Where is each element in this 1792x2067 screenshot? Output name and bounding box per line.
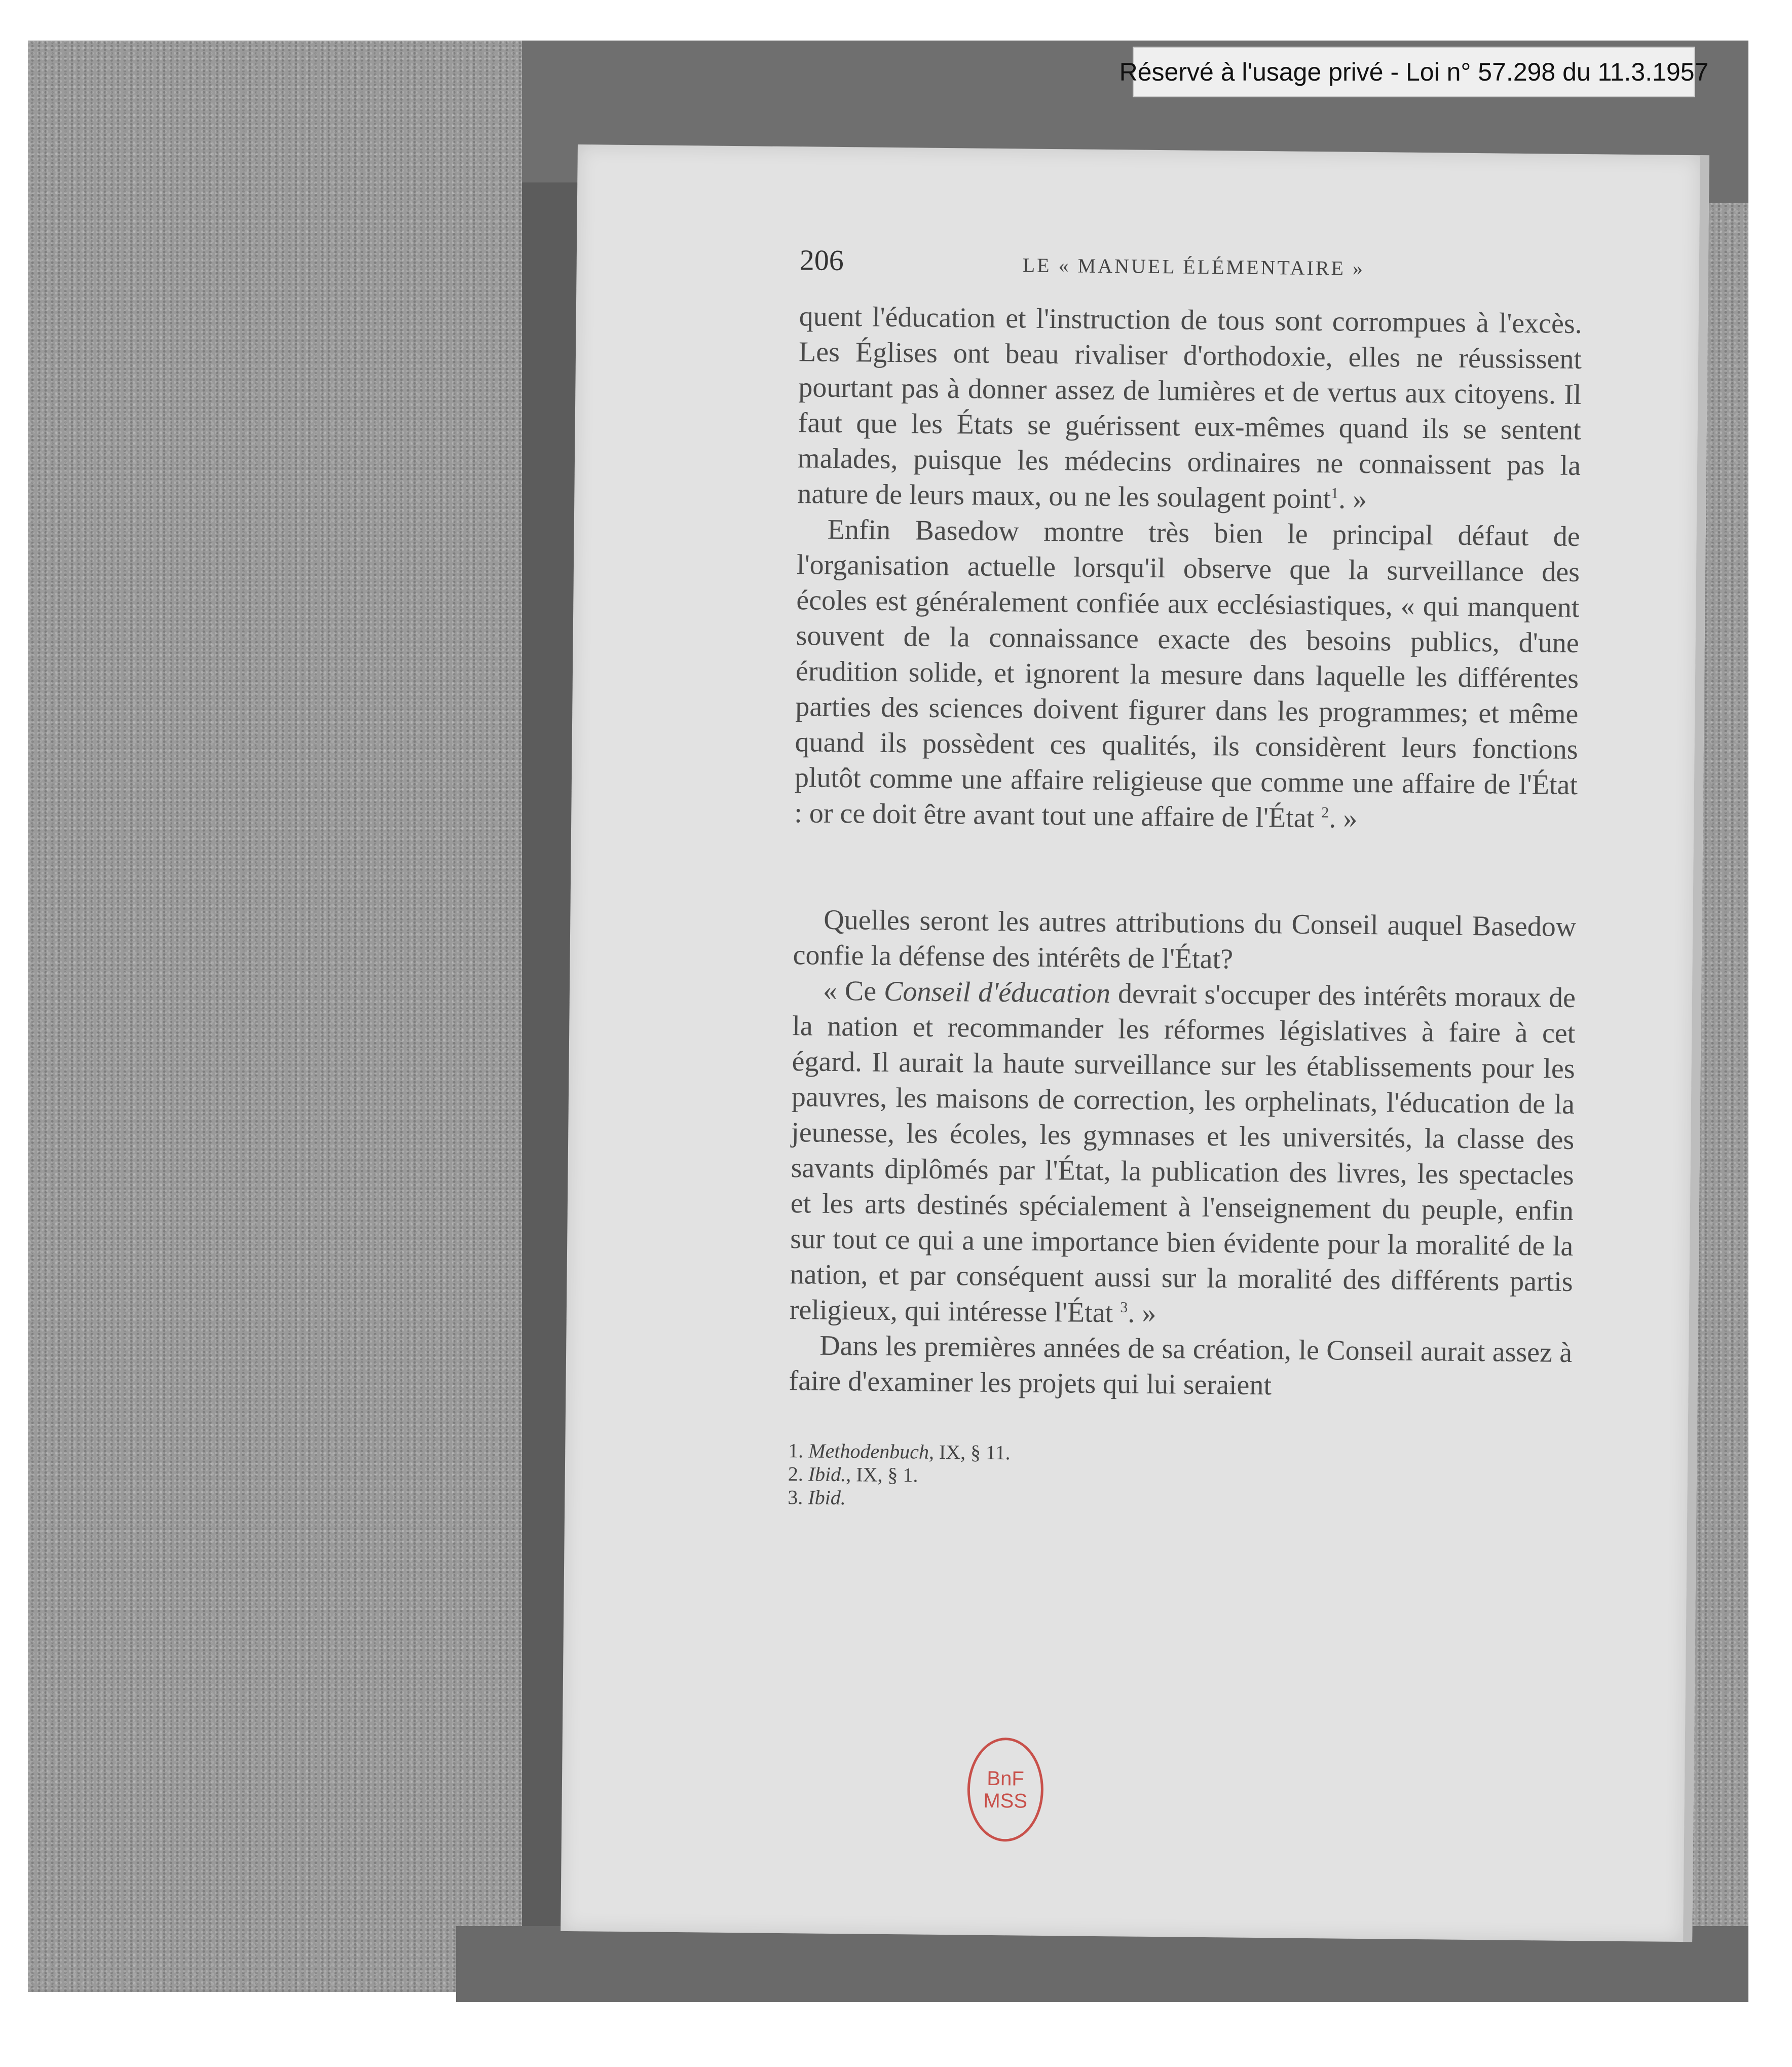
footnote-1: 1. Methodenbuch, IX, § 11. <box>788 1439 1011 1464</box>
running-head: LE « MANUEL ÉLÉMENTAIRE » <box>1022 253 1365 280</box>
paragraph-2: Enfin Basedow montre très bien le principal défaut de l'organisation actuelle lorsqu'il observe que la surveillance des écoles est généralement confiée aux ecclésiastiques, « qui manquent souvent de la connaissance exacte des besoins publics, d'une érudition solide, et ignorent la mesure dans laquelle les différentes parties des sciences doivent figurer dans les programmes; et même quand ils possèdent ces qualités, ils considèrent leurs fonctions plutôt comme une affaire religieuse que comme une affaire de l'État : or ce doit être avant tout une affaire de l'État $^2$. » <box>794 513 1580 834</box>
italic-term: Conseil d'éducation <box>883 975 1111 1010</box>
body-text <box>789 299 1582 1406</box>
stamp-line-2: MSS <box>983 1789 1028 1813</box>
page-content <box>788 243 1583 1517</box>
paragraph-3: Quelles seront les autres attributions du Conseil auquel Basedow confie la défense des intérêts de l'État? <box>793 904 1577 975</box>
book-page <box>561 144 1709 1942</box>
stamp-line-1: BnF <box>987 1767 1024 1790</box>
paragraph-4: « Ce Conseil d'éducation devrait s'occuper des intérêts moraux de la nation et recommander les réformes législatives à faire à cet égard. Il aurait la haute surveillance sur les établissements pour les pauvres, les maisons de correction, les orphelinats, l'éducation de la jeunesse, les écoles, les gymnases et les universités, la classe des savants diplômés par l'État, la publication des livres, les spectacles et les arts destinés spécialement à l'enseignement du peuple, enfin sur tout ce qui a une importance bien évidente pour la moralité de la nation, et par conséquent aussi sur la moralité des différents partis religieux, qui intéresse l'État $^3$. » <box>789 975 1576 1330</box>
library-stamp <box>967 1738 1044 1842</box>
footnote-3: 3. Ibid. <box>788 1486 846 1509</box>
footnote-2: 2. Ibid., IX, § 1. <box>788 1462 918 1487</box>
footnote-ref-3: 3 <box>1120 1299 1128 1316</box>
footnotes <box>788 1439 1571 1517</box>
rights-notice: Réservé à l'usage privé - Loi n° 57.298 du 11.3.1957 <box>1133 47 1695 97</box>
footnote-ref-2: 2 <box>1321 804 1329 821</box>
page-number: 206 <box>799 243 844 277</box>
paragraph-1: quent l'éducation et l'instruction de tous sont corrompues à l'excès. Les Églises ont beau rivaliser d'orthodoxie, elles ne réussissent pourtant pas à donner assez de lumières et de vertus aux citoyens. Il faut que les États se guérissent eux-mêmes quand ils se sentent malades, puisque les médecins ordinaires ne connaissent pas la nature de leurs maux, ou ne les soulagent point$^1$. » <box>797 301 1582 515</box>
page-header <box>799 243 1583 306</box>
footnote-ref-1: 1 <box>1331 485 1339 502</box>
paragraph-5: Dans les premières années de sa création, le Conseil aurait assez à faire d'examiner les projets qui lui seraient <box>789 1330 1573 1401</box>
section-gap <box>794 831 1577 909</box>
